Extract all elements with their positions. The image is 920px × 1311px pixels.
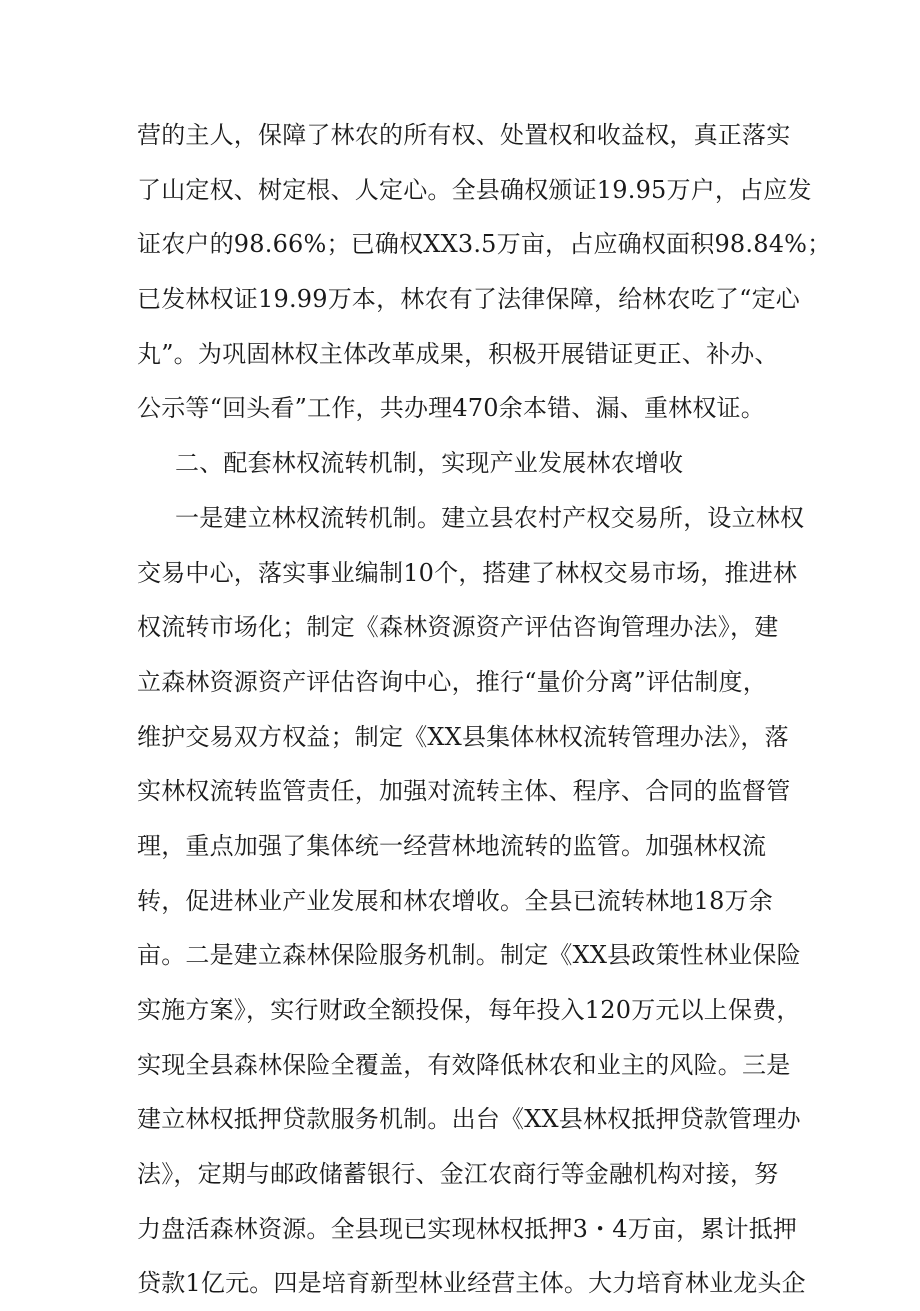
- text-line: 已发林权证19.99万本，林农有了法律保障，给林农吃了“定心: [137, 285, 800, 314]
- text-line: 亩。二是建立森林保险服务机制。制定《XX县政策性林业保险: [137, 941, 801, 970]
- text-line: 实施方案》，实行财政全额投保，每年投入120万元以上保费，: [137, 996, 801, 1024]
- text-line: 实现全县森林保险全覆盖，有效降低林农和业主的风险。三是: [137, 1050, 791, 1079]
- section-heading: 二、配套林权流转机制，实现产业发展林农增收: [175, 449, 684, 478]
- text-line: 丸”。为巩固林权主体改革成果，积极开展错证更正、补办、: [137, 339, 779, 368]
- text-line: 维护交易双方权益；制定《XX县集体林权流转管理办法》，落: [137, 722, 789, 751]
- text-line: 公示等“回头看”工作，共办理470余本错、漏、重林权证。: [137, 394, 765, 423]
- text-line: 实林权流转监管责任，加强对流转主体、程序、合同的监督管: [137, 777, 791, 806]
- text-line: 建立林权抵押贷款服务机制。出台《XX县林权抵押贷款管理办: [137, 1105, 801, 1134]
- text-line: 法》，定期与邮政储蓄银行、金江农商行等金融机构对接，努: [137, 1160, 779, 1189]
- text-line: 了山定权、树定根、人定心。全县确权颁证19.95万户，占应发: [137, 175, 812, 204]
- text-line: 理，重点加强了集体统一经营林地流转的监管。加强林权流: [137, 831, 767, 860]
- text-line: 转，促进林业产业发展和林农增收。全县已流转林地18万余: [137, 886, 773, 915]
- text-line: 营的主人，保障了林农的所有权、处置权和收益权，真正落实: [137, 121, 791, 149]
- text-line: 证农户的98.66%；已确权XX3.5万亩，占应确权面积98.84%；: [137, 230, 832, 259]
- paragraph-start-line: 一是建立林权流转机制。建立县农村产权交易所，设立林权: [175, 503, 805, 532]
- text-line: 立森林资源资产评估咨询中心，推行“量价分离”评估制度，: [137, 667, 767, 696]
- text-line: 贷款1亿元。四是培育新型林业经营主体。大力培育林业龙头企: [137, 1269, 806, 1298]
- body-text: [137, 108, 832, 1311]
- text-line: 交易中心，落实事业编制10个，搭建了林权交易市场，推进林: [137, 558, 798, 587]
- text-line: 权流转市场化；制定《森林资源资产评估咨询管理办法》，建: [137, 613, 779, 642]
- text-line: 力盘活森林资源。全县现已实现林权抵押3・4万亩，累计抵押: [137, 1214, 798, 1243]
